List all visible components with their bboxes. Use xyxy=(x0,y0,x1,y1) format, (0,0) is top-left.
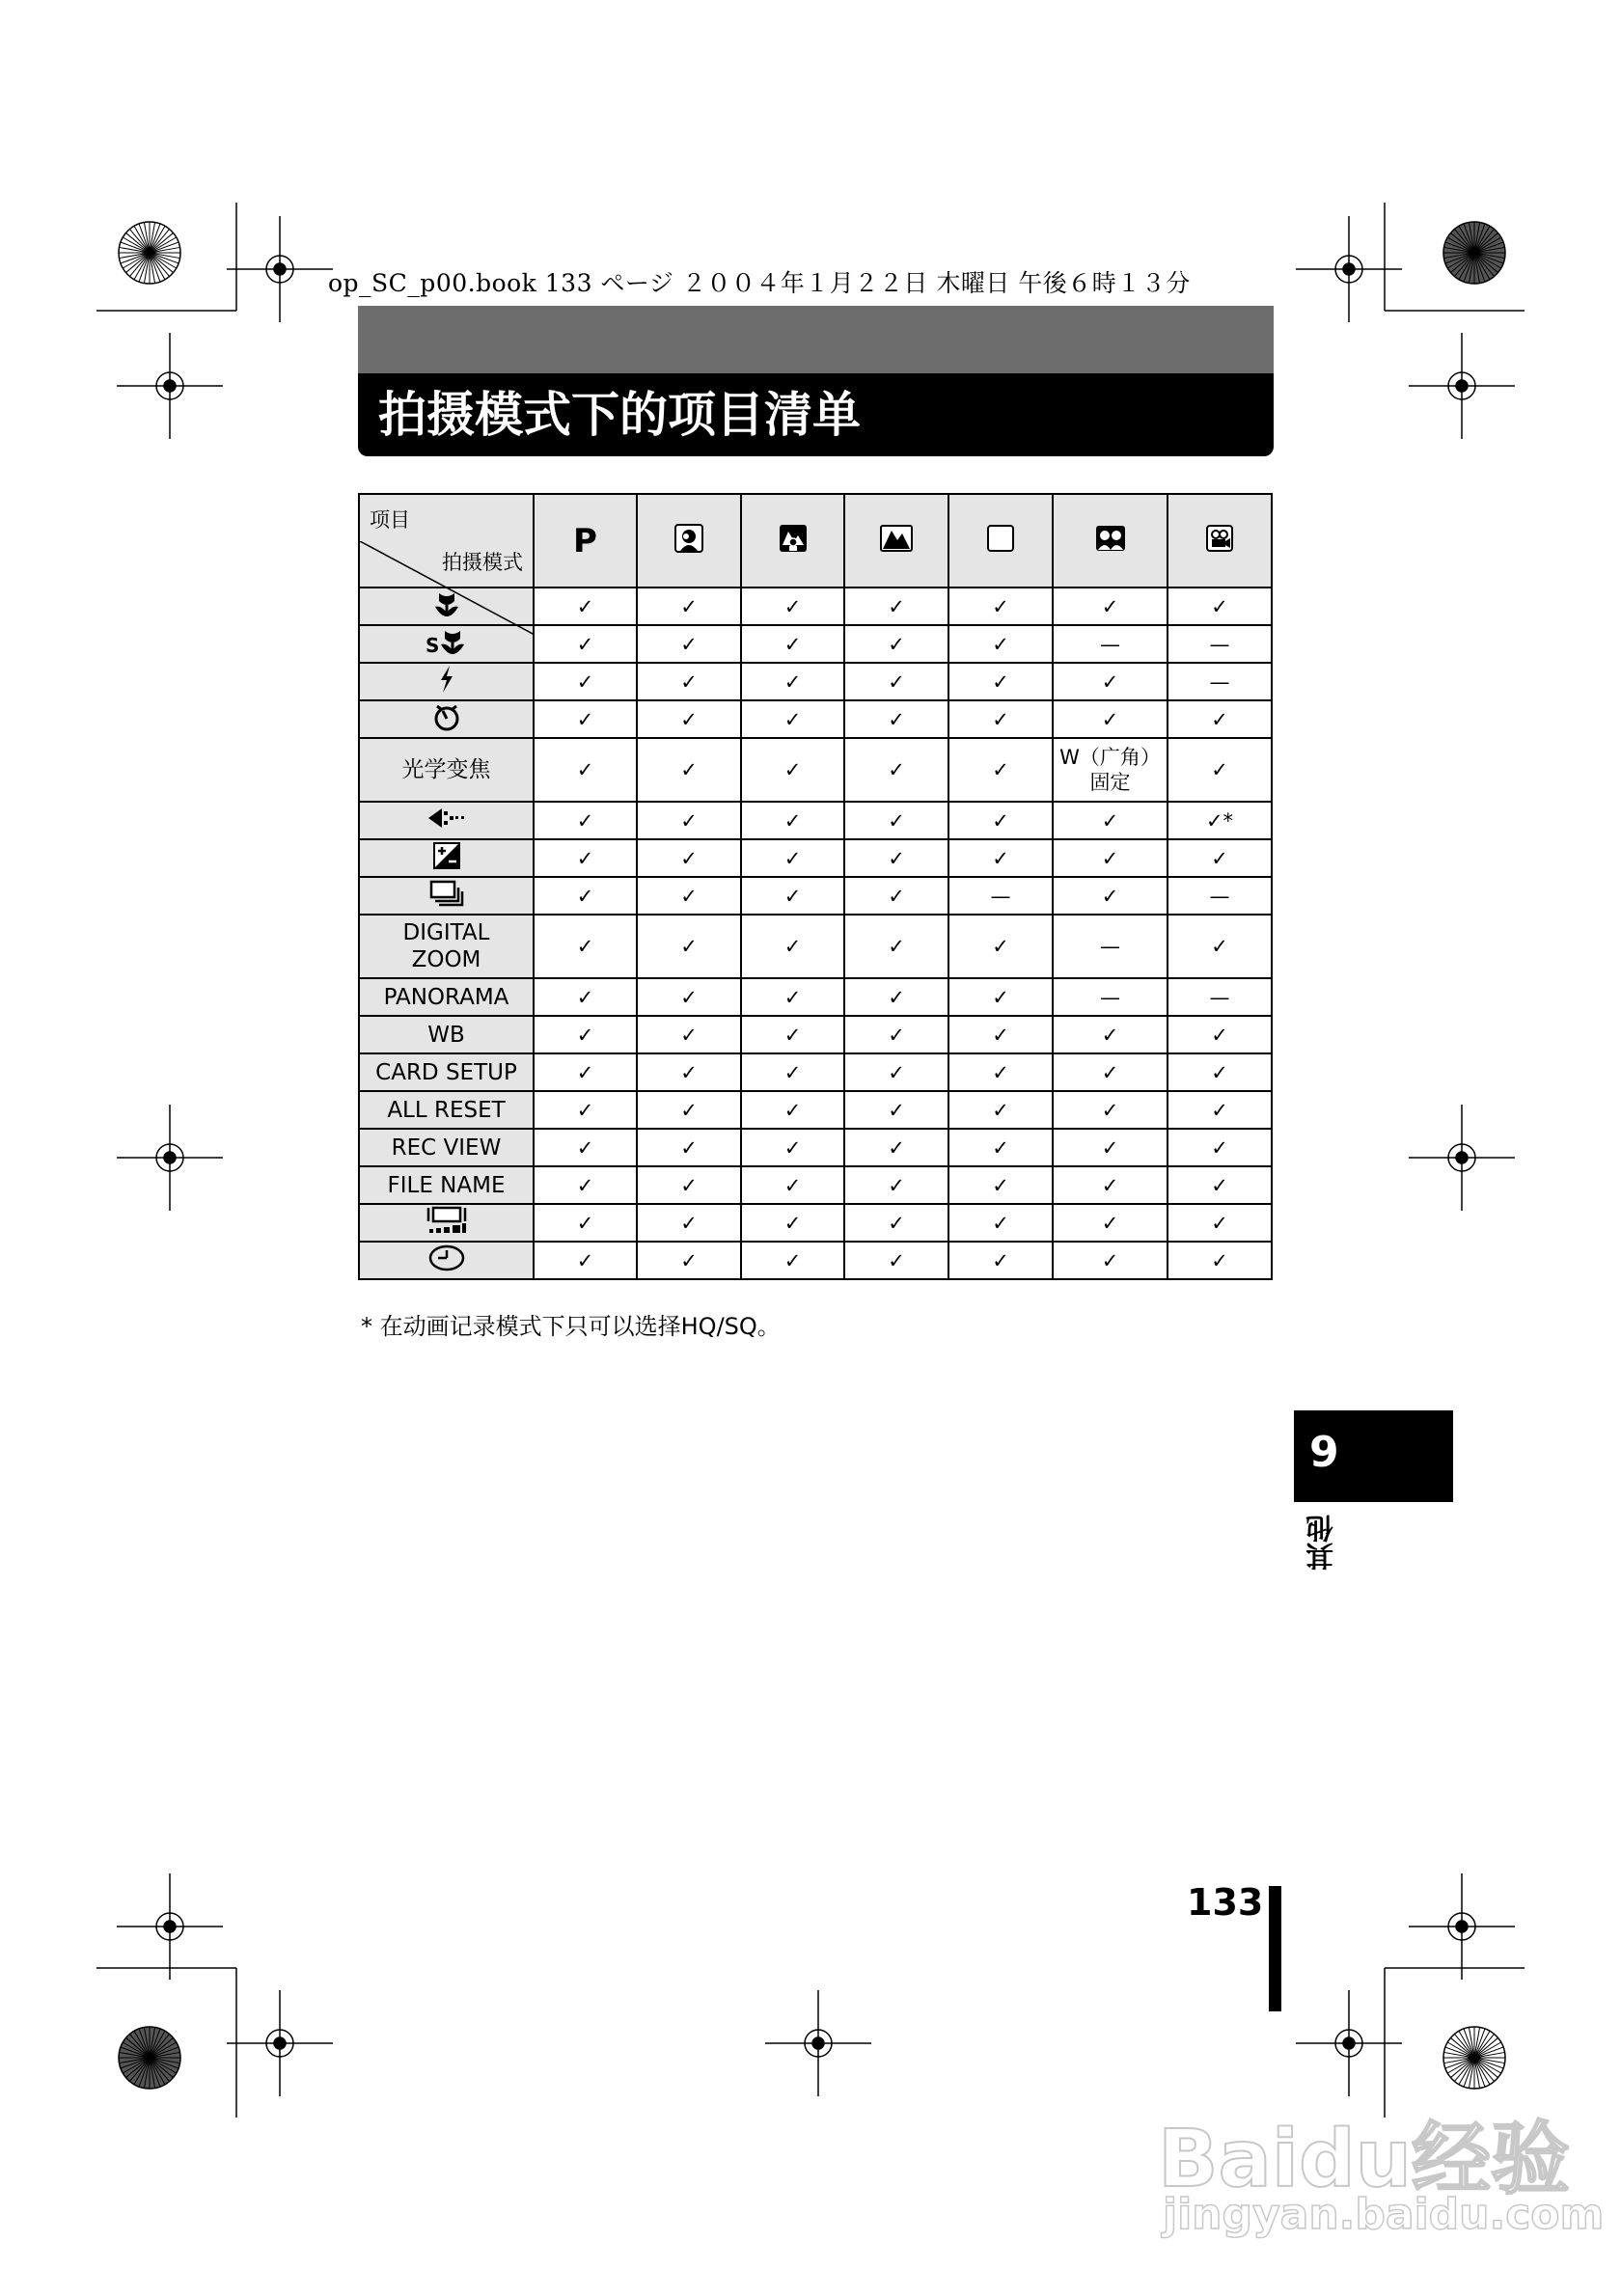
table-cell: ✓ xyxy=(637,1091,741,1129)
title-band-grey xyxy=(358,306,1274,373)
row-label: REC VIEW xyxy=(391,1134,502,1161)
table-cell: ✓ xyxy=(1053,663,1168,700)
table-cell: ✓ xyxy=(534,978,637,1016)
table-cell: ✓ xyxy=(534,839,637,877)
table-cell: ✓ xyxy=(534,1242,637,1279)
table-cell: ✓ xyxy=(844,738,948,802)
self-portrait-mode-icon xyxy=(1095,525,1126,552)
table-cell: ✓ xyxy=(741,877,844,915)
table-row xyxy=(359,839,1272,877)
mode-header-p xyxy=(534,494,637,588)
table-cell: ✓ xyxy=(1053,1053,1168,1091)
table-cell: ✓ xyxy=(534,700,637,738)
table-cell: ✓ xyxy=(844,1053,948,1091)
table-cell: ✓ xyxy=(1168,1016,1272,1053)
table-cell: ✓ xyxy=(844,839,948,877)
table-cell: ✓ xyxy=(637,1016,741,1053)
table-cell: ✓ xyxy=(948,588,1053,625)
table-cell: ✓ xyxy=(844,1242,948,1279)
row-header xyxy=(359,877,534,915)
table-cell: ✓ xyxy=(948,1129,1053,1166)
table-row xyxy=(359,978,1272,1016)
table-cell: ✓ xyxy=(534,877,637,915)
mode-header xyxy=(741,494,844,588)
table-cell: ✓ xyxy=(741,738,844,802)
mode-header xyxy=(637,494,741,588)
chapter-number: 9 xyxy=(1309,1428,1339,1477)
table-cell: W（广角） 固定 xyxy=(1053,738,1168,802)
footnote: * 在动画记录模式下只可以选择HQ/SQ。 xyxy=(361,1313,781,1340)
table-cell: ✓ xyxy=(741,663,844,700)
row-header xyxy=(359,738,534,802)
table-cell: ✓ xyxy=(534,1129,637,1166)
table-cell: ✓ xyxy=(948,625,1053,663)
table-cell: ✓ xyxy=(534,663,637,700)
mode-header xyxy=(948,494,1053,588)
row-label: 光学变焦 xyxy=(401,757,491,782)
table-cell: ✓ xyxy=(948,802,1053,839)
row-label: DIGITAL ZOOM xyxy=(402,920,490,972)
table-cell: ✓ xyxy=(1168,1129,1272,1166)
page-number: 133 xyxy=(1187,1881,1264,1924)
row-header xyxy=(359,1129,534,1166)
crosshair-dot xyxy=(1456,380,1468,392)
table-header-row xyxy=(359,494,1272,588)
table-cell: ✓ xyxy=(1168,839,1272,877)
table-row xyxy=(359,1129,1272,1166)
exposure-compensation-icon xyxy=(433,842,460,874)
svg-text:S: S xyxy=(425,634,439,656)
row-header xyxy=(359,915,534,978)
row-label: CARD SETUP xyxy=(375,1059,517,1085)
table-cell: ✓ xyxy=(948,978,1053,1016)
table-cell: ✓ xyxy=(1168,700,1272,738)
table-cell: ✓ xyxy=(948,700,1053,738)
table-cell: ✓ xyxy=(741,1166,844,1204)
table-cell: ✓ xyxy=(844,663,948,700)
table-cell: ✓ xyxy=(948,1053,1053,1091)
corner-cell xyxy=(359,494,534,588)
portrait-mode-icon xyxy=(674,524,703,553)
table-cell: ✓ xyxy=(534,1166,637,1204)
night-scene-mode-icon xyxy=(987,525,1014,552)
image-quality-icon xyxy=(426,806,467,835)
table-cell: ✓ xyxy=(637,802,741,839)
row-header xyxy=(359,663,534,700)
table-cell: ✓ xyxy=(1168,1204,1272,1242)
table-row xyxy=(359,663,1272,700)
watermark-logo: Baidu经验 xyxy=(1158,2114,1571,2205)
table-cell: ✓ xyxy=(1053,1242,1168,1279)
table-row xyxy=(359,802,1272,839)
table-cell: ✓ xyxy=(1053,802,1168,839)
row-header xyxy=(359,700,534,738)
table-cell: ✓ xyxy=(741,802,844,839)
page-title: 拍摄模式下的项目清单 xyxy=(378,387,861,443)
crosshair-dot xyxy=(164,1921,176,1932)
row-header xyxy=(359,1053,534,1091)
table-cell: — xyxy=(1053,625,1168,663)
row-header xyxy=(359,1242,534,1279)
mode-header xyxy=(844,494,948,588)
table-cell: ✓ xyxy=(534,1053,637,1091)
table-row xyxy=(359,738,1272,802)
mode-header xyxy=(1168,494,1272,588)
row-label: ALL RESET xyxy=(387,1097,506,1123)
table-cell: — xyxy=(1168,877,1272,915)
table-cell: ✓ xyxy=(637,877,741,915)
print-header-line: op_SC_p00.book 133 ページ ２００４年１月２２日 木曜日 午後６時１３分 xyxy=(328,269,1191,297)
table-cell: ✓ xyxy=(948,915,1053,978)
table-cell: ✓ xyxy=(741,1016,844,1053)
program-mode-label: P xyxy=(573,521,597,560)
table-cell: ✓ xyxy=(741,1129,844,1166)
table-cell: ✓ xyxy=(637,839,741,877)
table-cell: — xyxy=(1168,625,1272,663)
table-cell: ✓ xyxy=(534,1204,637,1242)
table-cell: ✓ xyxy=(1168,1053,1272,1091)
mode-header xyxy=(1053,494,1168,588)
table-cell: — xyxy=(1168,978,1272,1016)
sequential-shooting-icon xyxy=(429,880,464,912)
table-cell: ✓ xyxy=(844,1091,948,1129)
table-cell: ✓ xyxy=(741,625,844,663)
table-cell: ✓ xyxy=(741,915,844,978)
table-cell: ✓ xyxy=(948,1242,1053,1279)
table-cell: ✓ xyxy=(534,625,637,663)
table-cell: ✓ xyxy=(1168,738,1272,802)
table-cell: ✓ xyxy=(844,1129,948,1166)
table-cell: ✓ xyxy=(948,1016,1053,1053)
table-cell: ✓ xyxy=(741,1242,844,1279)
table-cell: ✓ xyxy=(741,1091,844,1129)
table-cell: ✓ xyxy=(637,1166,741,1204)
self-timer-icon xyxy=(431,701,462,737)
table-cell: — xyxy=(948,877,1053,915)
table-cell: ✓ xyxy=(741,588,844,625)
row-label: PANORAMA xyxy=(383,984,509,1010)
chapter-label: 其他 xyxy=(1305,1515,1337,1571)
table-cell: ✓ xyxy=(844,1166,948,1204)
table-cell: ✓ xyxy=(948,1091,1053,1129)
watermark-url: jingyan.baidu.com xyxy=(1163,2190,1605,2239)
table-cell: ✓ xyxy=(948,738,1053,802)
table-row xyxy=(359,1091,1272,1129)
row-label: WB xyxy=(427,1022,465,1048)
row-header xyxy=(359,1016,534,1053)
row-header xyxy=(359,1166,534,1204)
table-cell: ✓ xyxy=(948,839,1053,877)
table-cell: ✓ xyxy=(844,1204,948,1242)
table-cell: ✓ xyxy=(1053,700,1168,738)
table-cell: ✓ xyxy=(948,1166,1053,1204)
movie-mode-icon xyxy=(1206,525,1233,552)
table-cell: ✓ xyxy=(1053,839,1168,877)
table-cell: ✓ xyxy=(844,1016,948,1053)
row-header xyxy=(359,1091,534,1129)
table-cell: ✓ xyxy=(948,663,1053,700)
table-row xyxy=(359,1016,1272,1053)
table-cell: ✓ xyxy=(844,625,948,663)
table-cell: ✓ xyxy=(1053,1016,1168,1053)
table-cell: ✓ xyxy=(637,1204,741,1242)
crosshair-dot xyxy=(274,2037,286,2049)
crosshair-dot xyxy=(1343,2037,1355,2049)
row-header xyxy=(359,802,534,839)
corner-label-item: 项目 xyxy=(370,507,410,532)
table-cell: ✓ xyxy=(637,700,741,738)
table-cell: — xyxy=(1053,915,1168,978)
table-cell: ✓ xyxy=(1053,1204,1168,1242)
table-cell: ✓ xyxy=(1168,1242,1272,1279)
table-cell: ✓ xyxy=(741,1204,844,1242)
clock-icon xyxy=(427,1244,466,1277)
table-cell: ✓ xyxy=(1053,588,1168,625)
table-cell: — xyxy=(1168,663,1272,700)
row-header xyxy=(359,839,534,877)
table-cell: ✓ xyxy=(637,1242,741,1279)
landscape-portrait-mode-icon xyxy=(779,524,808,553)
table-cell: ✓ xyxy=(1053,1166,1168,1204)
crosshair-dot xyxy=(1343,263,1355,275)
table-cell: ✓ xyxy=(637,915,741,978)
table-cell: ✓ xyxy=(637,663,741,700)
crosshair-dot xyxy=(1456,1921,1468,1932)
table-cell: ✓ xyxy=(741,839,844,877)
table-cell: ✓ xyxy=(844,802,948,839)
table-cell: ✓ xyxy=(534,1091,637,1129)
table-cell: ✓ xyxy=(741,978,844,1016)
table-row xyxy=(359,915,1272,978)
crosshair-dot xyxy=(164,1152,176,1163)
table-cell: ✓ xyxy=(1053,877,1168,915)
crosshair-dot xyxy=(164,380,176,392)
table-row xyxy=(359,1242,1272,1279)
table-cell: ✓ xyxy=(1168,1166,1272,1204)
table-row xyxy=(359,1053,1272,1091)
svg-text:★: ★ xyxy=(1001,533,1009,542)
table-row xyxy=(359,1204,1272,1242)
table-cell: ✓ xyxy=(844,700,948,738)
table-cell: — xyxy=(1053,978,1168,1016)
table-cell: ✓ xyxy=(844,588,948,625)
corner-label-mode: 拍摄模式 xyxy=(442,550,523,574)
table-cell: ✓ xyxy=(534,1016,637,1053)
crosshair-dot xyxy=(1456,1152,1468,1163)
table-cell: ✓* xyxy=(1168,802,1272,839)
landscape-mode-icon xyxy=(880,525,913,552)
table-cell: ✓ xyxy=(1053,1091,1168,1129)
table-cell: ✓ xyxy=(844,978,948,1016)
table-cell: ✓ xyxy=(637,738,741,802)
monitor-brightness-icon xyxy=(426,1206,468,1240)
table-cell: ✓ xyxy=(1168,588,1272,625)
table-cell: ✓ xyxy=(1168,915,1272,978)
table-cell: ✓ xyxy=(534,588,637,625)
table-cell: ✓ xyxy=(1053,1129,1168,1166)
flash-icon xyxy=(438,665,455,698)
shooting-mode-table xyxy=(358,493,1273,1280)
table-cell: ✓ xyxy=(741,700,844,738)
table-cell: ✓ xyxy=(637,588,741,625)
table-cell: ✓ xyxy=(741,1053,844,1091)
table-cell: ✓ xyxy=(637,1053,741,1091)
table-row xyxy=(359,700,1272,738)
table-cell: ✓ xyxy=(948,1204,1053,1242)
page-number-bar xyxy=(1269,1886,1281,2011)
table-cell: ✓ xyxy=(534,915,637,978)
row-header xyxy=(359,1204,534,1242)
table-cell: ✓ xyxy=(534,738,637,802)
table-cell: ✓ xyxy=(844,877,948,915)
table-cell: ✓ xyxy=(637,625,741,663)
table-cell: ✓ xyxy=(534,802,637,839)
table-row xyxy=(359,1166,1272,1204)
table-cell: ✓ xyxy=(844,915,948,978)
crosshair-dot xyxy=(274,263,286,275)
table-cell: ✓ xyxy=(1168,1091,1272,1129)
crosshair-dot xyxy=(812,2037,824,2049)
table-cell: ✓ xyxy=(637,978,741,1016)
row-label: FILE NAME xyxy=(387,1172,506,1198)
table-row xyxy=(359,877,1272,915)
row-header xyxy=(359,978,534,1016)
table-cell: ✓ xyxy=(637,1129,741,1166)
